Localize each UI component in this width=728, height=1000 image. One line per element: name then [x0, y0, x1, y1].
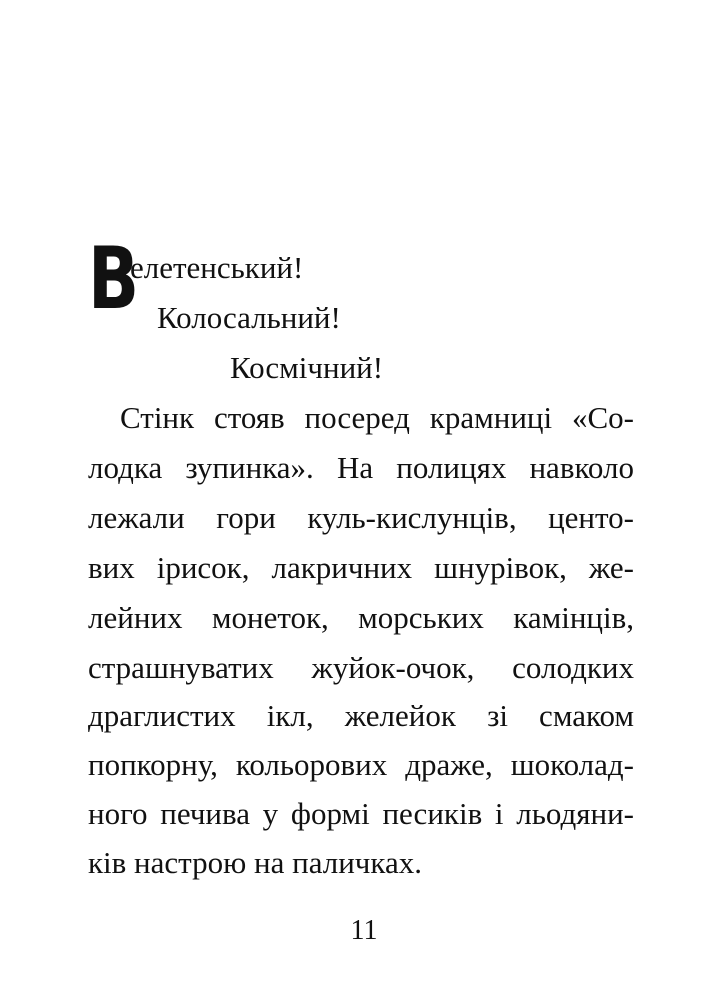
exclamation-line-2: Колосальний!: [157, 300, 341, 335]
paragraph-line: лежали гори куль-кислунців, центо-: [88, 500, 634, 535]
exclamation-line-1: елетенський!: [130, 250, 304, 285]
paragraph-line: лодка зупинка». На полицях навколо: [88, 450, 634, 485]
paragraph-line: ного печива у формі песиків і льодяни-: [88, 796, 634, 831]
paragraph-line: вих ірисок, лакричних шнурівок, же-: [88, 550, 634, 585]
paragraph-line: ків настрою на паличках.: [88, 845, 422, 880]
exclamation-line-3: Космічний!: [230, 350, 384, 385]
paragraph-line: драглистих ікл, желейок зі смаком: [88, 698, 634, 733]
paragraph-line: страшнуватих жуйок-очок, солодких: [88, 650, 634, 685]
paragraph-line: Стінк стояв посеред крамниці «Со-: [120, 400, 634, 435]
paragraph-line: попкорну, кольорових драже, шоколад-: [88, 747, 634, 782]
page-number: 11: [350, 915, 378, 946]
paragraph-line: лейних монеток, морських камінців,: [88, 600, 634, 635]
drop-cap-letter: В: [88, 229, 140, 329]
